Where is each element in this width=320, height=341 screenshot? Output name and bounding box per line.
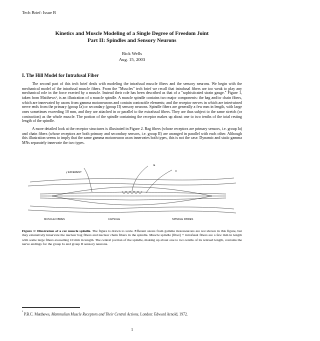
- figure-1: [22, 160, 242, 224]
- efferent-nerve: [84, 168, 92, 192]
- document-title: [0, 31, 264, 45]
- label-spindle-fibres: SPINDLE FIBRES: [172, 218, 194, 221]
- footnote-publisher: , London: Edward Arnold, 1972.: [138, 312, 188, 317]
- label-sensory-ending: Ia: [153, 164, 156, 167]
- muscle-fibres-drawing: [28, 178, 236, 213]
- label-gamma-efferent: γ EFFERENT: [66, 171, 82, 174]
- footnote: [22, 310, 242, 317]
- page-number: 1: [130, 327, 134, 332]
- footnote-marker: ¹: [22, 310, 23, 314]
- title-line-1: Kinetics and Muscle Modeling of a Single Degree of Freedom Joint: [55, 31, 209, 37]
- label-capsule: CAPSULE: [108, 218, 121, 221]
- caption-text: The figure is drawn to scale. Efferent axons from gamma motoneurons are not shown in this figure, but they extensively innervate the nuclear bag fibers and nuclear chain fibers in the spindle. Muscle spindle (fiber) + intrafusal fibers are a few mm in length with some large fibers exceeding 10 mm in length. The central portion of the spindle, making up about one to two tenths of its relaxed length, contains the nerve endings for the group Ia and group II sensory neurons.: [22, 229, 242, 246]
- section-heading: I. The Hill Model for Intrafusal Fiber: [22, 74, 99, 79]
- footnote-author: P.B.C. Matthews,: [22, 312, 52, 317]
- running-head: Tech Brief: Issue B: [22, 10, 56, 15]
- label-secondary-ending: II: [175, 170, 177, 173]
- muscle-spindle-illustration: [22, 160, 242, 224]
- publication-date: Aug. 15, 2003: [118, 57, 146, 62]
- caption-label: Figure 1: Illustration of a cat muscle spindle.: [22, 229, 92, 233]
- author-block: [0, 51, 264, 63]
- footnote-book-title: Mammalian Muscle Receptors and Their Central Actions: [51, 312, 139, 317]
- figure-caption: [22, 229, 242, 246]
- title-line-2: Part II: Spindles and Sensory Neurons: [87, 38, 177, 44]
- footnote-divider: [22, 307, 80, 308]
- author-name: Rick Wells: [121, 51, 143, 56]
- body-paragraph-1: The second part of this tech brief deals with modeling the intrafusal muscle fibers and the sensory neurons. We begin with the mechanical model of the intrafusal muscle fibers. From the "Muscles" tech brief we recall that intrafusal fibers are too weak to play any mechanical role in the force exerted by a muscle. Instead their role has been described as that of a "sophisticated strain gauge." Figure 1, taken from Matthews¹, is an illustration of a muscle spindle. A muscle spindle contains two major components: the bag and/or chain fibers, which are innervated by axons from gamma motoneurons and contain contractile elements; and the receptor nerves in which are intertwined nerve ends from the primary (group Ia) or secondary (group II) sensory neurons. Spindle fibers are generally a few mm in length, with large ones sometimes exceeding 10 mm, and they are attached in or parallel to the extrafusal fibers. They are thus subject to the same stretch (or contraction) as the whole muscle. The portion of the spindle containing the receptor makes up about one to two tenths of the total resting length of the spindle.: [22, 82, 242, 124]
- body-paragraph-2: A more detailed look at the receptor structures is illustrated in Figure 2. Bag fibers (whose receptors are primary sensors, i.e. group Ia) and chain fibers (whose receptors are both primary and secondary sensors, i.e. group II) are arranged in parallel with each other. Although this illustration seems to imply that the same gamma motoneuron axon innervates both types, this is not the case. Dynamic and static gamma MNs separately innervate the two types.: [22, 127, 242, 145]
- label-muscle-fibres: MUSCLE FIBRES: [44, 218, 65, 221]
